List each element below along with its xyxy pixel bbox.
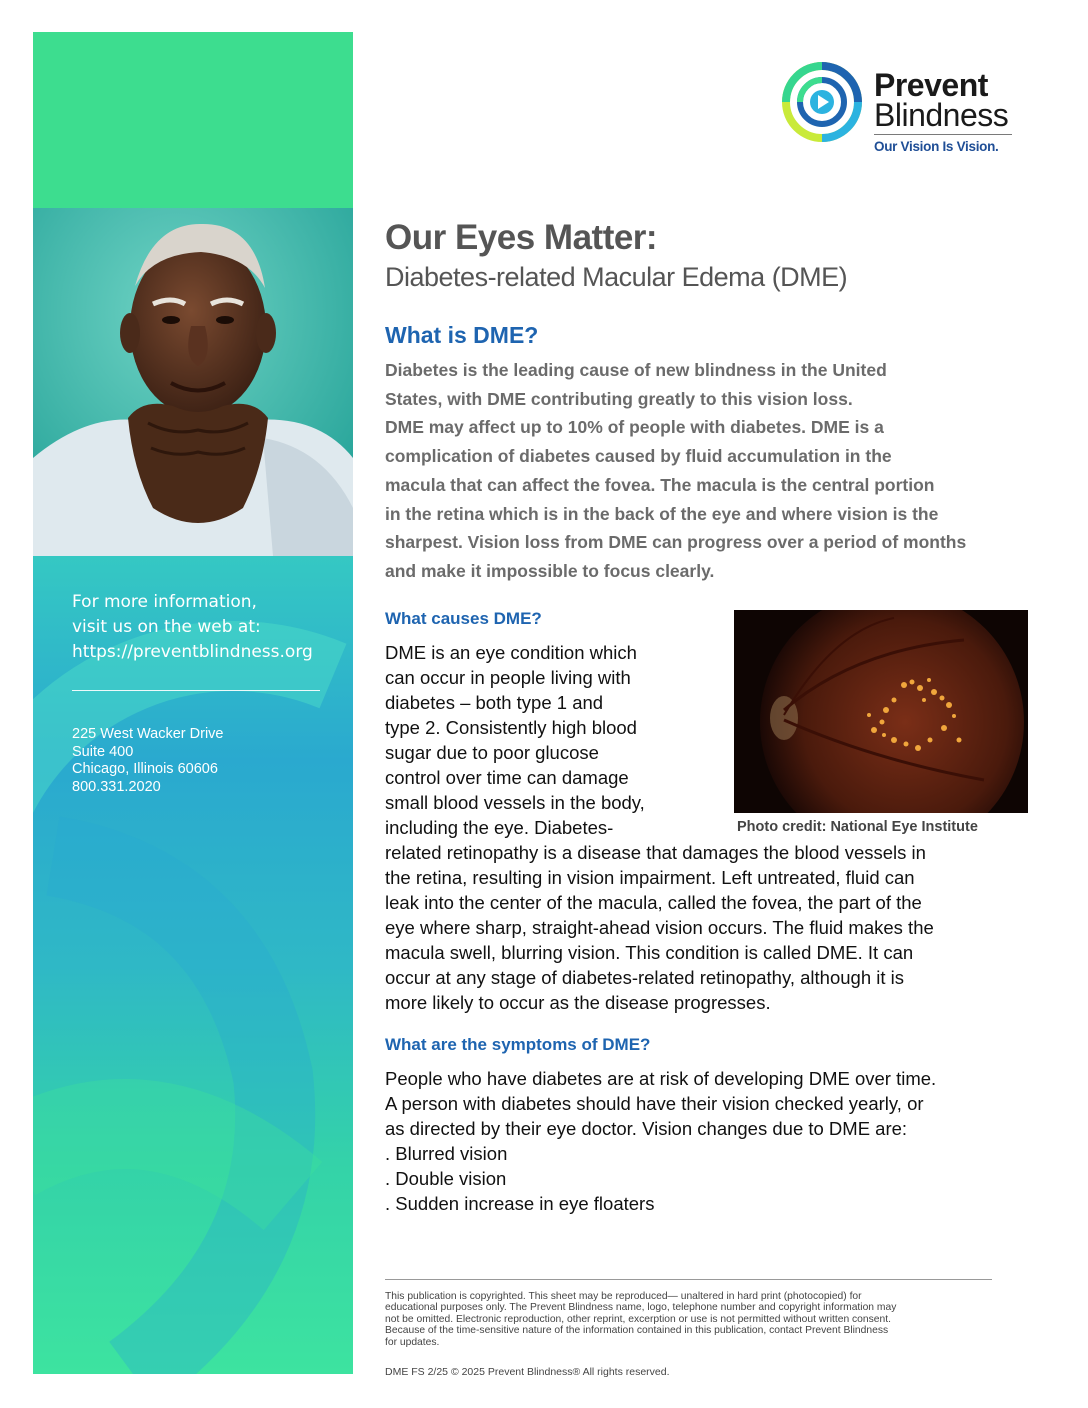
- brand-name-line1: Prevent: [874, 67, 988, 103]
- paragraph-line: control over time can damage: [385, 767, 629, 788]
- prevent-blindness-logo: [782, 62, 1022, 162]
- paragraph-line: States, with DME contributing greatly to this vision loss.: [385, 388, 853, 409]
- paragraph-line: eye where sharp, straight-ahead vision occurs. The fluid makes the: [385, 917, 934, 938]
- paragraph-line: as directed by their eye doctor. Vision changes due to DME are:: [385, 1118, 908, 1139]
- paragraph-line: type 2. Consistently high blood: [385, 717, 637, 738]
- what-is-dme-text: [385, 356, 1025, 586]
- footer-line: for updates.: [385, 1336, 440, 1348]
- paragraph-line: macula that can affect the fovea. The macula is the central portion: [385, 474, 935, 495]
- paragraph-line: macula swell, blurring vision. This condition is called DME. It can: [385, 942, 914, 963]
- portrait-photo: [33, 208, 353, 556]
- sidebar-divider: [72, 690, 320, 691]
- paragraph-line: sugar due to poor glucose: [385, 742, 599, 763]
- address-block: [72, 726, 342, 796]
- paragraph-line: leak into the center of the macula, called the fovea, the part of the: [385, 892, 922, 913]
- photo-credit: Photo credit: National Eye Institute: [737, 819, 978, 835]
- what-is-dme-heading: What is DME?: [385, 322, 539, 348]
- footer-line: educational purposes only. The Prevent Blindness name, logo, telephone number and copyright information may: [385, 1302, 897, 1314]
- paragraph-line: A person with diabetes should have their vision checked yearly, or: [385, 1093, 924, 1114]
- footer-line: Because of the time-sensitive nature of the information contained in this publication, contact Prevent Blindness: [385, 1325, 889, 1337]
- paragraph-line: occur at any stage of diabetes-related retinopathy, although it is: [385, 967, 905, 988]
- paragraph-line: DME may affect up to 10% of people with diabetes. DME is a: [385, 417, 884, 438]
- retina-photo: [734, 610, 1028, 813]
- address-line: Chicago, Illinois 60606: [72, 761, 218, 777]
- address-line: 225 West Wacker Drive: [72, 726, 224, 742]
- paragraph-line: the retina, resulting in vision impairment. Left untreated, fluid can: [385, 867, 915, 888]
- brand-name-line2: Blindness: [874, 97, 1009, 133]
- paragraph-line: diabetes – both type 1 and: [385, 692, 604, 713]
- paragraph-line: People who have diabetes are at risk of developing DME over time.: [385, 1068, 937, 1089]
- paragraph-line: can occur in people living with: [385, 667, 631, 688]
- paragraph-line: and make it impossible to focus clearly.: [385, 560, 715, 581]
- page-subtitle: Diabetes-related Macular Edema (DME): [385, 262, 848, 292]
- more-info-text: [72, 590, 342, 665]
- document-id: DME FS 2/25 © 2025 Prevent Blindness® All rights reserved.: [385, 1366, 670, 1378]
- paragraph-line: DME is an eye condition which: [385, 642, 637, 663]
- bullet-item: . Sudden increase in eye floaters: [385, 1193, 655, 1214]
- paragraph-line: sharpest. Vision loss from DME can progress over a period of months: [385, 532, 967, 553]
- symptoms-heading: What are the symptoms of DME?: [385, 1035, 651, 1054]
- paragraph-line: in the retina which is in the back of the eye and where vision is the: [385, 503, 939, 524]
- info-line: For more information,: [72, 592, 257, 612]
- footer-line: not be omitted. Electronic reproduction, other reprint, excerption or use is not permitted without written consent.: [385, 1313, 891, 1325]
- paragraph-line: small blood vessels in the body,: [385, 792, 645, 813]
- eye-logo-icon: [782, 62, 862, 142]
- address-line: Suite 400: [72, 743, 134, 760]
- brand-name: [874, 67, 1009, 133]
- paragraph-line: complication of diabetes caused by fluid accumulation in the: [385, 446, 892, 467]
- symptoms-text: [385, 1066, 936, 1216]
- paragraph-line: related retinopathy is a disease that damages the blood vessels in: [385, 842, 926, 863]
- page-title: Our Eyes Matter:: [385, 218, 658, 257]
- footer-divider: [385, 1279, 992, 1280]
- sidebar-top-panel: [33, 32, 353, 208]
- sidebar-bottom-panel: [33, 556, 353, 1374]
- bullet-item: . Blurred vision: [385, 1143, 508, 1164]
- bullet-item: . Double vision: [385, 1168, 507, 1189]
- footer-line: This publication is copyrighted. This sheet may be reproduced— unaltered in hard print (photocopied) for: [385, 1291, 862, 1302]
- brand-tagline: Our Vision Is Vision.: [874, 139, 999, 154]
- logo-divider: [874, 134, 1012, 135]
- causes-heading: What causes DME?: [385, 609, 542, 628]
- info-line: visit us on the web at:: [72, 617, 261, 637]
- paragraph-line: more likely to occur as the disease progresses.: [385, 992, 771, 1013]
- website-link[interactable]: https://preventblindness.org: [72, 642, 313, 662]
- paragraph-line: Diabetes is the leading cause of new blindness in the United: [385, 360, 887, 380]
- phone-number: 800.331.2020: [72, 778, 161, 795]
- copyright-notice: [385, 1291, 995, 1348]
- paragraph-line: including the eye. Diabetes-: [385, 817, 614, 838]
